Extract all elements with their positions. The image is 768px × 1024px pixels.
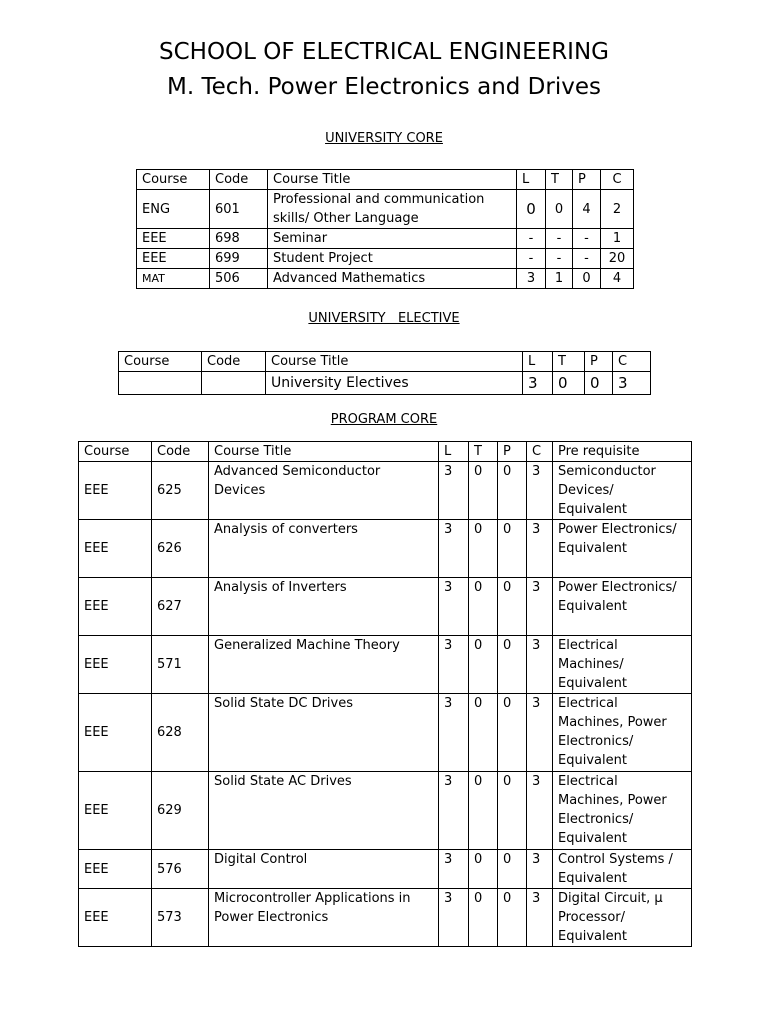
column-header: Pre requisite (553, 442, 692, 462)
column-header: P (573, 170, 601, 190)
column-header: T (546, 170, 573, 190)
t-cell: 1 (546, 269, 573, 289)
course-cell: EEE (79, 772, 152, 850)
l-cell: 3 (439, 889, 469, 947)
table-row (137, 229, 634, 249)
c-cell: 3 (527, 850, 553, 889)
course-cell: EEE (137, 229, 210, 249)
l-cell: 3 (517, 269, 546, 289)
p-cell: 0 (498, 889, 527, 947)
p-cell: 0 (498, 462, 527, 520)
c-cell: 3 (527, 889, 553, 947)
title-cell: Microcontroller Applications in Power Electronics (209, 889, 439, 947)
t-cell: 0 (469, 636, 498, 694)
table-row (79, 850, 692, 889)
column-header: T (553, 352, 585, 372)
column-header: C (601, 170, 634, 190)
table-row (79, 520, 692, 578)
code-cell: 626 (152, 520, 209, 578)
table-row (119, 372, 651, 395)
university-elective-heading: UNIVERSITY ELECTIVE (308, 311, 460, 326)
column-header: Code (202, 352, 266, 372)
prereq-cell: Electrical Machines, Power Electronics/ Equivalent (553, 694, 692, 772)
title-cell: Analysis of Inverters (209, 578, 439, 636)
l-cell: 3 (439, 462, 469, 520)
prereq-cell: Control Systems / Equivalent (553, 850, 692, 889)
course-cell: EEE (79, 850, 152, 889)
l-cell: 3 (523, 372, 553, 395)
column-header: P (585, 352, 613, 372)
t-cell: 0 (546, 190, 573, 229)
l-cell: 3 (439, 520, 469, 578)
c-cell: 3 (527, 694, 553, 772)
title-cell: University Electives (266, 372, 523, 395)
title-cell: Digital Control (209, 850, 439, 889)
l-cell: 3 (439, 578, 469, 636)
t-cell: 0 (469, 850, 498, 889)
l-cell: 3 (439, 694, 469, 772)
program-core-table (78, 441, 692, 947)
course-cell: EEE (79, 889, 152, 947)
c-cell: 3 (527, 636, 553, 694)
code-cell: 576 (152, 850, 209, 889)
prereq-cell: Power Electronics/ Equivalent (553, 520, 692, 578)
title-cell: Advanced Semiconductor Devices (209, 462, 439, 520)
column-header: C (527, 442, 553, 462)
column-header: C (613, 352, 651, 372)
p-cell: 0 (498, 694, 527, 772)
p-cell: 0 (498, 772, 527, 850)
c-cell: 20 (601, 249, 634, 269)
prereq-cell: Power Electronics/ Equivalent (553, 578, 692, 636)
l-cell: - (517, 249, 546, 269)
column-header: Course Title (266, 352, 523, 372)
code-cell: 625 (152, 462, 209, 520)
l-cell: 3 (439, 772, 469, 850)
c-cell: 3 (613, 372, 651, 395)
table-row (79, 694, 692, 772)
table-header-row (79, 442, 692, 462)
c-cell: 2 (601, 190, 634, 229)
p-cell: 0 (498, 636, 527, 694)
program-title: M. Tech. Power Electronics and Drives (166, 74, 601, 100)
code-cell: 506 (210, 269, 268, 289)
course-cell: EEE (79, 578, 152, 636)
t-cell: 0 (469, 889, 498, 947)
p-cell: 4 (573, 190, 601, 229)
l-cell: 0 (517, 190, 546, 229)
table-row (137, 269, 634, 289)
code-cell: 698 (210, 229, 268, 249)
column-header: Code (210, 170, 268, 190)
c-cell: 3 (527, 578, 553, 636)
prereq-cell: Electrical Machines/ Equivalent (553, 636, 692, 694)
course-cell: MAT (137, 269, 210, 289)
course-cell: ENG (137, 190, 210, 229)
c-cell: 3 (527, 520, 553, 578)
university-elective-table (118, 351, 651, 395)
c-cell: 1 (601, 229, 634, 249)
t-cell: - (546, 229, 573, 249)
prereq-cell: Semiconductor Devices/ Equivalent (553, 462, 692, 520)
c-cell: 3 (527, 772, 553, 850)
t-cell: 0 (469, 772, 498, 850)
code-cell: 699 (210, 249, 268, 269)
course-cell: EEE (137, 249, 210, 269)
table-row (79, 889, 692, 947)
table-header-row (119, 352, 651, 372)
code-cell: 629 (152, 772, 209, 850)
title-cell: Analysis of converters (209, 520, 439, 578)
p-cell: - (573, 249, 601, 269)
prereq-cell: Electrical Machines, Power Electronics/ Equivalent (553, 772, 692, 850)
code-cell: 601 (210, 190, 268, 229)
title-cell: Advanced Mathematics (268, 269, 517, 289)
table-row (79, 636, 692, 694)
document-title: SCHOOL OF ELECTRICAL ENGINEERING (158, 39, 609, 65)
column-header: L (523, 352, 553, 372)
course-cell (119, 372, 202, 395)
t-cell: 0 (469, 578, 498, 636)
column-header: Course Title (209, 442, 439, 462)
l-cell: - (517, 229, 546, 249)
title-cell: Solid State DC Drives (209, 694, 439, 772)
t-cell: - (546, 249, 573, 269)
column-header: L (517, 170, 546, 190)
t-cell: 0 (469, 520, 498, 578)
university-core-heading: UNIVERSITY CORE (325, 131, 443, 146)
l-cell: 3 (439, 850, 469, 889)
p-cell: 0 (498, 520, 527, 578)
university-core-table (136, 169, 634, 289)
code-cell: 571 (152, 636, 209, 694)
table-row (79, 772, 692, 850)
course-cell: EEE (79, 636, 152, 694)
t-cell: 0 (469, 694, 498, 772)
code-cell: 573 (152, 889, 209, 947)
column-header: Course (79, 442, 152, 462)
p-cell: 0 (585, 372, 613, 395)
t-cell: 0 (469, 462, 498, 520)
table-row (79, 578, 692, 636)
c-cell: 4 (601, 269, 634, 289)
column-header: T (469, 442, 498, 462)
column-header: Course (137, 170, 210, 190)
table-row (79, 462, 692, 520)
table-row (137, 249, 634, 269)
column-header: Course Title (268, 170, 517, 190)
title-cell: Student Project (268, 249, 517, 269)
table-row (137, 190, 634, 229)
code-cell: 628 (152, 694, 209, 772)
course-cell: EEE (79, 520, 152, 578)
code-cell: 627 (152, 578, 209, 636)
column-header: P (498, 442, 527, 462)
c-cell: 3 (527, 462, 553, 520)
title-cell: Professional and communication skills/ Other Language (268, 190, 517, 229)
table-header-row (137, 170, 634, 190)
p-cell: 0 (573, 269, 601, 289)
column-header: Code (152, 442, 209, 462)
column-header: Course (119, 352, 202, 372)
course-cell: EEE (79, 462, 152, 520)
course-cell: EEE (79, 694, 152, 772)
prereq-cell: Digital Circuit, μ Processor/ Equivalent (553, 889, 692, 947)
p-cell: - (573, 229, 601, 249)
t-cell: 0 (553, 372, 585, 395)
p-cell: 0 (498, 578, 527, 636)
code-cell (202, 372, 266, 395)
program-core-heading: PROGRAM CORE (330, 412, 438, 427)
title-cell: Solid State AC Drives (209, 772, 439, 850)
column-header: L (439, 442, 469, 462)
title-cell: Generalized Machine Theory (209, 636, 439, 694)
p-cell: 0 (498, 850, 527, 889)
l-cell: 3 (439, 636, 469, 694)
title-cell: Seminar (268, 229, 517, 249)
